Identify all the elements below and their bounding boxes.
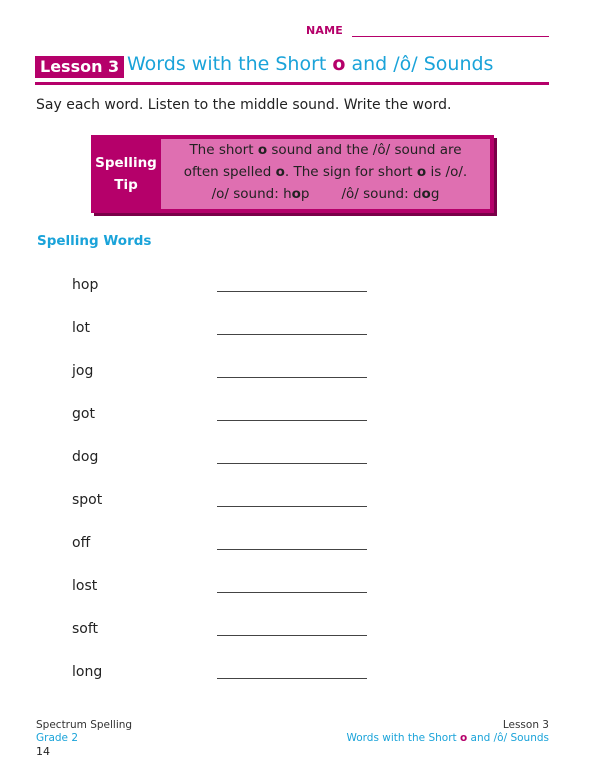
spelling-word: hop [72, 277, 99, 293]
tip-text: sound and the /ô/ sound are [267, 142, 462, 158]
spelling-tip-box [91, 135, 494, 213]
word-write-line[interactable] [217, 549, 367, 550]
tip-bold-o: o [416, 164, 427, 180]
footer-lesson: Lesson 3 [502, 719, 549, 731]
word-row [0, 535, 603, 559]
tip-label-line2: Tip [114, 177, 138, 193]
name-write-line[interactable] [352, 36, 549, 37]
word-write-line[interactable] [217, 592, 367, 593]
instructions: Say each word. Listen to the middle sound. Write the word. [36, 97, 452, 113]
spelling-words-heading: Spelling Words [37, 233, 152, 249]
word-write-line[interactable] [217, 420, 367, 421]
word-write-line[interactable] [217, 334, 367, 335]
title-text-before: Words with the Short [127, 53, 333, 75]
word-write-line[interactable] [217, 463, 367, 464]
footer-lesson-title [346, 732, 549, 745]
word-row [0, 363, 603, 387]
tip-text: is /o/. [426, 164, 468, 180]
word-row [0, 664, 603, 688]
tip-text: p [300, 186, 310, 202]
word-row [0, 621, 603, 645]
name-label: NAME [306, 24, 343, 37]
spelling-word: long [72, 664, 103, 680]
footer-text: and /ô/ Sounds [467, 732, 549, 744]
word-row [0, 320, 603, 344]
word-write-line[interactable] [217, 377, 367, 378]
tip-text: /o/ sound: h [211, 186, 292, 202]
footer-text: Words with the Short [346, 732, 460, 744]
word-write-line[interactable] [217, 291, 367, 292]
lesson-tag: Lesson 3 [35, 56, 124, 78]
title-highlight: o [332, 53, 346, 75]
word-row [0, 406, 603, 430]
tip-label-line1: Spelling [95, 155, 157, 171]
spelling-word: got [72, 406, 95, 422]
spelling-word: jog [72, 363, 94, 379]
tip-text: g [430, 186, 440, 202]
word-write-line[interactable] [217, 506, 367, 507]
spelling-word: off [72, 535, 91, 551]
spelling-word: soft [72, 621, 99, 637]
word-write-line[interactable] [217, 635, 367, 636]
tip-text: /ô/ sound: d [341, 186, 422, 202]
word-row [0, 277, 603, 301]
tip-line-1 [161, 139, 490, 161]
spelling-word: lot [72, 320, 90, 336]
tip-example-short-o [212, 183, 310, 205]
tip-line-3 [161, 183, 490, 205]
tip-text: . The sign for short [284, 164, 417, 180]
tip-line-2 [161, 161, 490, 183]
lesson-title [127, 53, 493, 75]
tip-bold-o: o [291, 186, 301, 202]
tip-bold-o: o [275, 164, 285, 180]
page-number: 14 [36, 745, 50, 758]
tip-bold-o: o [421, 186, 431, 202]
spelling-tip-label [91, 135, 161, 213]
spelling-word: dog [72, 449, 99, 465]
word-row [0, 449, 603, 473]
spelling-tip-body [161, 139, 490, 209]
word-write-line[interactable] [217, 678, 367, 679]
title-rule [35, 82, 549, 85]
title-text-after: and /ô/ Sounds [345, 53, 494, 75]
tip-bold-o: o [257, 142, 268, 158]
tip-text: The short [189, 142, 258, 158]
spelling-word: lost [72, 578, 98, 594]
footer-series: Spectrum Spelling [36, 719, 133, 731]
tip-example-aw-sound [342, 183, 440, 205]
footer-grade: Grade 2 [36, 732, 79, 744]
footer-bold-o: o [459, 732, 468, 744]
tip-text: often spelled [183, 164, 276, 180]
word-row [0, 578, 603, 602]
word-row [0, 492, 603, 516]
spelling-word: spot [72, 492, 103, 508]
